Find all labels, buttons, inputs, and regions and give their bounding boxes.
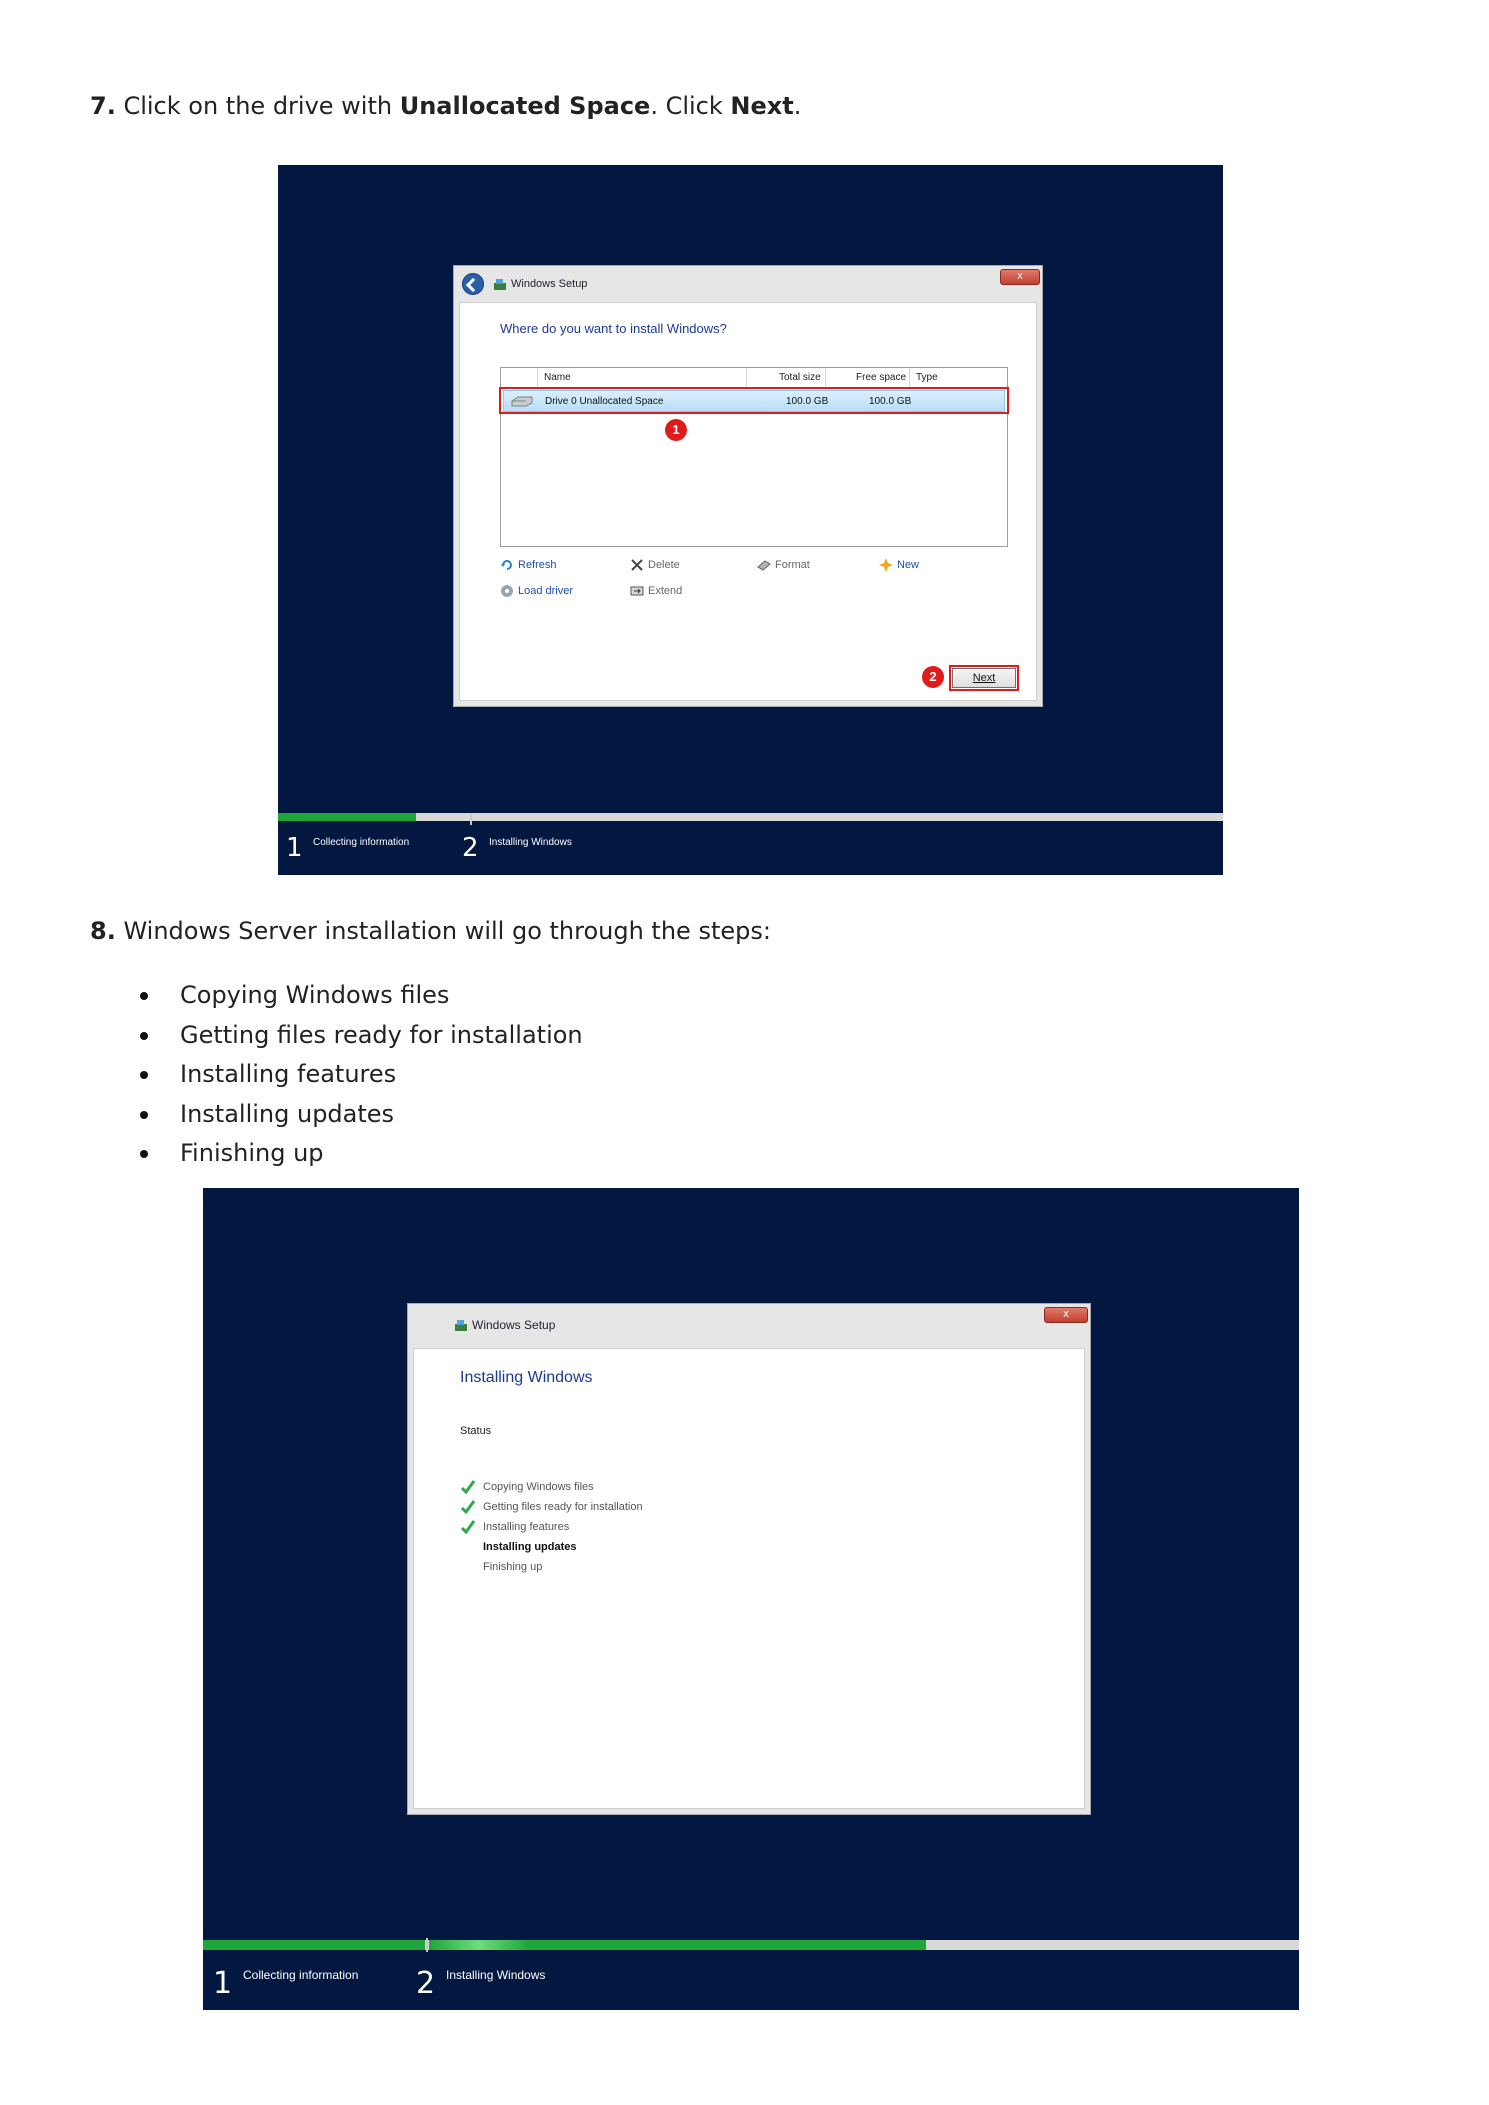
format-label: Format bbox=[775, 559, 810, 571]
close-button[interactable]: x bbox=[1000, 269, 1040, 285]
step-number: 7. bbox=[90, 92, 116, 120]
instruction-bold-next: Next bbox=[730, 92, 794, 120]
list-item: Finishing up bbox=[140, 1138, 583, 1178]
step-7-instruction bbox=[90, 92, 801, 120]
check-icon bbox=[460, 1519, 476, 1535]
column-separator bbox=[825, 368, 826, 388]
check-icon bbox=[460, 1479, 476, 1495]
setup-progress-fill bbox=[278, 813, 416, 821]
column-separator bbox=[746, 368, 747, 388]
dialog-titlebar bbox=[408, 1304, 1090, 1348]
drive-total-size: 100.0 GB bbox=[786, 396, 829, 407]
stage-1-label: Collecting information bbox=[243, 1968, 359, 1982]
setup-screenshot-installing bbox=[203, 1188, 1299, 2010]
format-eraser-icon bbox=[757, 558, 771, 572]
stage-1-progress-fill bbox=[203, 1940, 425, 1950]
instruction-text: Click on the drive with bbox=[115, 92, 400, 120]
stage-2-label: Installing Windows bbox=[446, 1968, 546, 1982]
delete-x-icon bbox=[630, 558, 644, 572]
status-label: Status bbox=[460, 1425, 492, 1437]
list-item: Getting files ready for installation bbox=[140, 1020, 583, 1060]
installation-steps-list bbox=[140, 980, 583, 1178]
refresh-link[interactable] bbox=[518, 559, 557, 571]
callout-badge-2: 2 bbox=[922, 666, 944, 688]
next-button[interactable]: Next bbox=[952, 668, 1016, 688]
dialog-title: Windows Setup bbox=[472, 1318, 556, 1332]
dialog-body bbox=[413, 1348, 1085, 1809]
new-link[interactable] bbox=[897, 559, 919, 571]
status-item-pending: Finishing up bbox=[483, 1561, 543, 1573]
delete-label: Delete bbox=[648, 559, 680, 571]
stage-divider bbox=[426, 1938, 428, 1952]
stage-1-number: 1 bbox=[213, 1966, 233, 2001]
stage-1-label: Collecting information bbox=[313, 837, 410, 848]
status-item-done: Getting files ready for installation bbox=[483, 1501, 643, 1513]
stage-2-number: 2 bbox=[462, 833, 479, 863]
step-8-instruction bbox=[90, 917, 771, 945]
extend-label: Extend bbox=[648, 585, 683, 597]
extend-link[interactable] bbox=[648, 585, 682, 597]
extend-icon bbox=[630, 584, 644, 598]
stage-2-label: Installing Windows bbox=[489, 837, 572, 848]
instruction-text: . bbox=[793, 92, 802, 120]
check-icon bbox=[460, 1499, 476, 1515]
status-item-done: Installing features bbox=[483, 1521, 570, 1533]
list-item: Installing features bbox=[140, 1059, 583, 1099]
instruction-text: . Click bbox=[650, 92, 731, 120]
installing-heading: Installing Windows bbox=[460, 1369, 593, 1386]
format-link[interactable] bbox=[775, 559, 810, 571]
back-arrow-icon[interactable] bbox=[462, 273, 484, 295]
callout-badge-1: 1 bbox=[665, 419, 687, 441]
highlight-next-button bbox=[949, 665, 1019, 691]
windows-setup-icon bbox=[493, 277, 507, 291]
load-driver-disc-icon bbox=[500, 584, 514, 598]
list-item: Installing updates bbox=[140, 1099, 583, 1139]
column-header-total-size: Total size bbox=[779, 372, 821, 383]
close-button[interactable]: x bbox=[1044, 1307, 1088, 1323]
highlight-drive-row bbox=[499, 387, 1009, 414]
status-item-current: Installing updates bbox=[483, 1541, 577, 1553]
drive-free-space: 100.0 GB bbox=[869, 396, 912, 407]
new-star-icon bbox=[879, 558, 893, 572]
dialog-body bbox=[459, 302, 1037, 701]
instruction-text: Windows Server installation will go through the steps: bbox=[115, 917, 771, 945]
stage-1-number: 1 bbox=[286, 833, 303, 863]
windows-setup-dialog bbox=[453, 265, 1043, 707]
load-driver-label: Load driver bbox=[518, 585, 574, 597]
install-location-question: Where do you want to install Windows? bbox=[500, 321, 727, 336]
instruction-bold-unallocated: Unallocated Space bbox=[399, 92, 651, 120]
status-item-done: Copying Windows files bbox=[483, 1481, 594, 1493]
stage-divider bbox=[470, 813, 472, 825]
dialog-titlebar bbox=[454, 266, 1042, 302]
dialog-title: Windows Setup bbox=[511, 278, 588, 290]
setup-screenshot-disk-selection bbox=[278, 165, 1223, 875]
refresh-label: Refresh bbox=[518, 559, 557, 571]
step-number: 8. bbox=[90, 917, 116, 945]
new-label: New bbox=[897, 559, 920, 571]
column-separator bbox=[537, 368, 538, 388]
setup-progress-fill bbox=[429, 1940, 926, 1950]
stage-2-number: 2 bbox=[416, 1966, 436, 2001]
column-separator bbox=[909, 368, 910, 388]
windows-setup-icon bbox=[454, 1318, 468, 1332]
column-header-free-space: Free space bbox=[856, 372, 907, 383]
setup-progress-bar bbox=[203, 1940, 1299, 1950]
load-driver-link[interactable] bbox=[518, 585, 573, 597]
list-item: Copying Windows files bbox=[140, 980, 583, 1020]
column-header-type: Type bbox=[916, 372, 938, 383]
windows-setup-dialog bbox=[407, 1303, 1091, 1815]
delete-link[interactable] bbox=[648, 559, 680, 571]
setup-progress-bar bbox=[278, 813, 1223, 821]
refresh-icon bbox=[500, 558, 514, 572]
drive-name: Drive 0 Unallocated Space bbox=[545, 396, 664, 407]
column-header-name: Name bbox=[544, 372, 571, 383]
